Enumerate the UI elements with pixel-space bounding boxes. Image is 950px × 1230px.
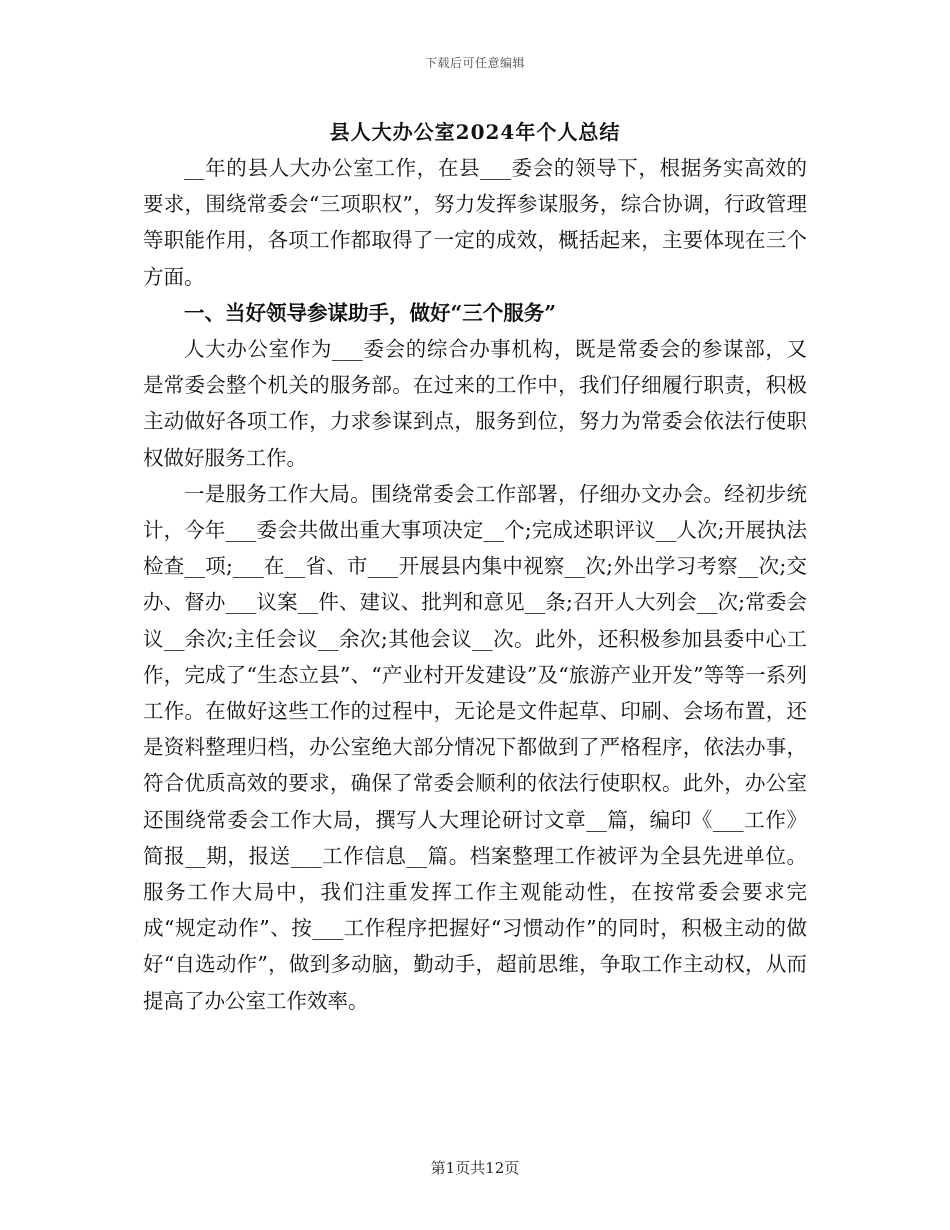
- page-footer: 第1页共12页: [430, 1159, 520, 1177]
- body-paragraph: 一是服务工作大局。围绕常委会工作部署，仔细办文办会。经初步统计，今年___委会共做出重大事项决定__个;完成述职评议__人次;开展执法检查__项;___在__省、市___开展县内集中视察__次;外出学习考察__次;交办、督办___议案__件、建议、批判和意见__条;召开人大列会__次;常委会议__余次;主任会议__余次;其他会议__次。此外，还积极参加县委中心工作，完成了“生态立县”、“产业村开发建设”及“旅游产业开发”等等一系列工作。在做好这些工作的过程中，无论是文件起草、印刷、会场布置，还是资料整理归档，办公室绝大部分情况下都做到了严格程序，依法办事，符合优质高效的要求，确保了常委会顺利的依法行使职权。此外，办公室还围绕常委会工作大局，撰写人大理论研讨文章__篇，编印《___工作》简报__期，报送___工作信息__篇。档案整理工作被评为全县先进单位。服务工作大局中，我们注重发挥工作主观能动性，在按常委会要求完成“规定动作”、按___工作程序把握好“习惯动作”的同时，积极主动的做好“自选动作”，做到多动脑，勤动手，超前思维，争取工作主动权，从而提高了办公室工作效率。: [143, 481, 807, 1013]
- section-heading: 一、当好领导参谋助手，做好“三个服务”: [184, 300, 557, 325]
- header-note: 下载后可任意编辑: [424, 56, 525, 70]
- body-paragraph: 人大办公室作为___委会的综合办事机构，既是常委会的参谋部，又是常委会整个机关的服务部。在过来的工作中，我们仔细履行职责，积极主动做好各项工作，力求参谋到点，服务到位，努力为常委会依法行使职权做好服务工作。: [143, 337, 807, 470]
- document-body: [143, 150, 807, 1019]
- document-title: 县人大办公室2024年个人总结: [329, 120, 621, 144]
- intro-paragraph: __年的县人大办公室工作，在县___委会的领导下，根据务实高效的要求，围绕常委会“三项职权”，努力发挥参谋服务，综合协调，行政管理等职能作用，各项工作都取得了一定的成效，概括起来，主要体现在三个方面。: [143, 156, 807, 289]
